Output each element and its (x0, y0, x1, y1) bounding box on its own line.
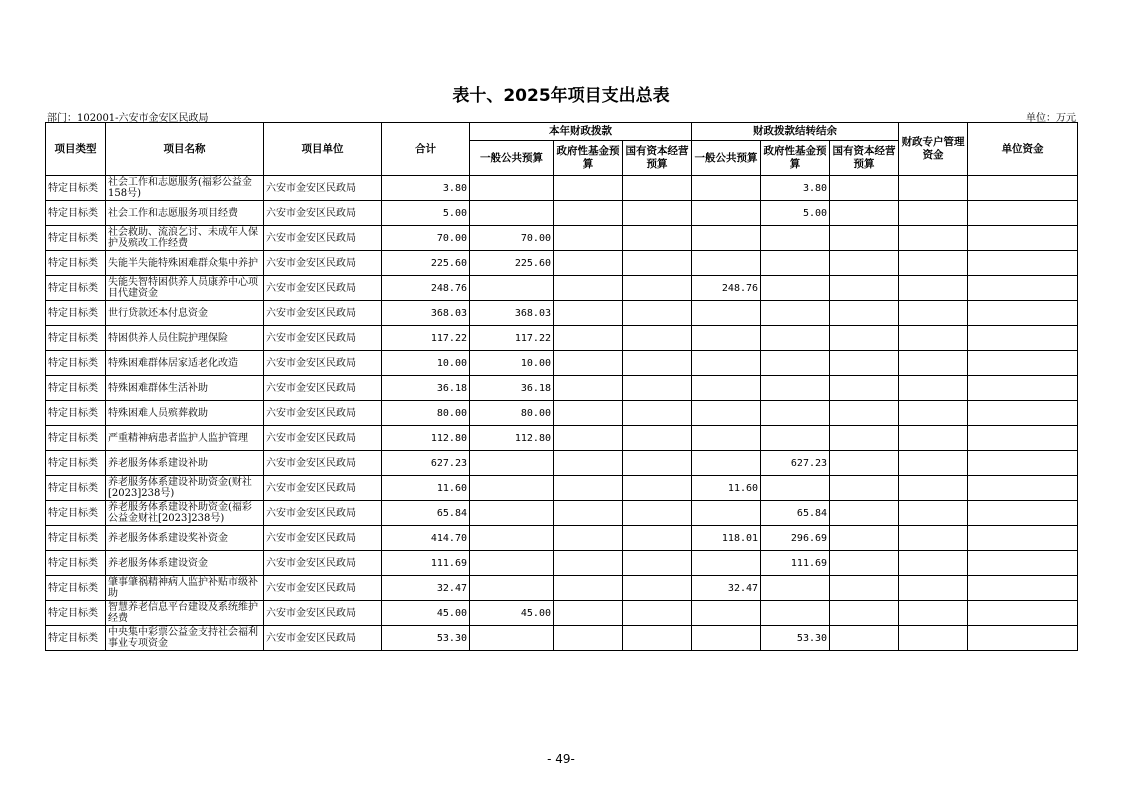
cell-current-general: 117.22 (470, 326, 554, 351)
cell-unit-funds (968, 351, 1078, 376)
cell-carryover-state-capital (830, 476, 899, 501)
cell-carryover-state-capital (830, 301, 899, 326)
cell-current-gov-fund (554, 176, 623, 201)
department-label: 部门：102001-六安市金安区民政局 (47, 113, 209, 124)
table-row (46, 226, 1078, 251)
cell-unit: 六安市金安区民政局 (264, 501, 382, 526)
header-name: 项目名称 (106, 123, 264, 176)
table-row (46, 601, 1078, 626)
cell-name: 养老服务体系建设补助资金(财社[2023]238号) (106, 476, 264, 501)
cell-carryover-state-capital (830, 501, 899, 526)
cell-unit-funds (968, 401, 1078, 426)
cell-unit-funds (968, 376, 1078, 401)
cell-name: 失能半失能特殊困难群众集中养护 (106, 251, 264, 276)
table-body (46, 176, 1078, 651)
cell-carryover-gov-fund: 53.30 (761, 626, 830, 651)
cell-name: 社会工作和志愿服务(福彩公益金158号) (106, 176, 264, 201)
cell-total: 32.47 (382, 576, 470, 601)
cell-carryover-gov-fund (761, 251, 830, 276)
cell-current-state-capital (623, 451, 692, 476)
table-row (46, 526, 1078, 551)
table-row (46, 501, 1078, 526)
cell-carryover-general (692, 201, 761, 226)
cell-type: 特定目标类 (46, 426, 106, 451)
cell-current-general: 45.00 (470, 601, 554, 626)
cell-total: 627.23 (382, 451, 470, 476)
cell-carryover-general (692, 401, 761, 426)
cell-carryover-general (692, 376, 761, 401)
cell-current-general (470, 576, 554, 601)
cell-carryover-general (692, 426, 761, 451)
cell-current-gov-fund (554, 626, 623, 651)
cell-total: 3.80 (382, 176, 470, 201)
cell-carryover-general (692, 251, 761, 276)
cell-total: 248.76 (382, 276, 470, 301)
cell-carryover-gov-fund: 627.23 (761, 451, 830, 476)
cell-unit-funds (968, 176, 1078, 201)
cell-carryover-general (692, 626, 761, 651)
cell-unit-funds (968, 326, 1078, 351)
cell-type: 特定目标类 (46, 401, 106, 426)
cell-carryover-gov-fund: 296.69 (761, 526, 830, 551)
cell-unit-funds (968, 526, 1078, 551)
table-row (46, 401, 1078, 426)
cell-carryover-state-capital (830, 451, 899, 476)
cell-current-general (470, 626, 554, 651)
cell-current-state-capital (623, 476, 692, 501)
cell-unit-funds (968, 201, 1078, 226)
cell-name: 养老服务体系建设补助资金(福彩公益金财社[2023]238号) (106, 501, 264, 526)
cell-name: 社会工作和志愿服务项目经费 (106, 201, 264, 226)
cell-current-general (470, 501, 554, 526)
cell-unit-funds (968, 251, 1078, 276)
cell-unit-funds (968, 276, 1078, 301)
cell-current-general (470, 451, 554, 476)
cell-total: 368.03 (382, 301, 470, 326)
cell-unit: 六安市金安区民政局 (264, 626, 382, 651)
cell-current-state-capital (623, 251, 692, 276)
cell-current-gov-fund (554, 476, 623, 501)
cell-special (899, 276, 968, 301)
unit-label: 单位：万元 (1026, 113, 1076, 124)
cell-carryover-state-capital (830, 576, 899, 601)
header-current-year: 本年财政拨款 (470, 123, 692, 141)
cell-carryover-general (692, 451, 761, 476)
cell-total: 117.22 (382, 326, 470, 351)
cell-current-state-capital (623, 301, 692, 326)
cell-carryover-state-capital (830, 601, 899, 626)
table-row (46, 376, 1078, 401)
cell-name: 特殊困难人员殡葬救助 (106, 401, 264, 426)
project-expenditure-table (45, 122, 1078, 651)
cell-type: 特定目标类 (46, 301, 106, 326)
cell-carryover-state-capital (830, 526, 899, 551)
cell-total: 10.00 (382, 351, 470, 376)
cell-type: 特定目标类 (46, 526, 106, 551)
cell-type: 特定目标类 (46, 201, 106, 226)
cell-carryover-gov-fund (761, 351, 830, 376)
cell-unit: 六安市金安区民政局 (264, 276, 382, 301)
cell-carryover-state-capital (830, 176, 899, 201)
cell-special (899, 201, 968, 226)
cell-total: 112.80 (382, 426, 470, 451)
cell-special (899, 551, 968, 576)
cell-current-general: 368.03 (470, 301, 554, 326)
cell-total: 11.60 (382, 476, 470, 501)
cell-carryover-general (692, 601, 761, 626)
cell-special (899, 251, 968, 276)
cell-carryover-general (692, 326, 761, 351)
cell-unit: 六安市金安区民政局 (264, 301, 382, 326)
table-row (46, 626, 1078, 651)
cell-current-general: 225.60 (470, 251, 554, 276)
cell-name: 养老服务体系建设奖补资金 (106, 526, 264, 551)
cell-type: 特定目标类 (46, 501, 106, 526)
cell-special (899, 476, 968, 501)
cell-carryover-gov-fund (761, 401, 830, 426)
cell-current-state-capital (623, 326, 692, 351)
cell-carryover-state-capital (830, 326, 899, 351)
cell-special (899, 451, 968, 476)
cell-total: 414.70 (382, 526, 470, 551)
cell-carryover-gov-fund (761, 576, 830, 601)
cell-unit-funds (968, 576, 1078, 601)
cell-unit-funds (968, 476, 1078, 501)
cell-current-general: 36.18 (470, 376, 554, 401)
cell-total: 80.00 (382, 401, 470, 426)
cell-type: 特定目标类 (46, 476, 106, 501)
cell-name: 社会救助、流浪乞讨、未成年人保护及殡改工作经费 (106, 226, 264, 251)
cell-unit-funds (968, 601, 1078, 626)
cell-current-state-capital (623, 401, 692, 426)
cell-carryover-state-capital (830, 551, 899, 576)
cell-current-gov-fund (554, 376, 623, 401)
cell-carryover-gov-fund (761, 376, 830, 401)
cell-current-state-capital (623, 551, 692, 576)
cell-current-gov-fund (554, 576, 623, 601)
cell-carryover-state-capital (830, 376, 899, 401)
cell-carryover-state-capital (830, 401, 899, 426)
cell-name: 特困供养人员住院护理保险 (106, 326, 264, 351)
cell-carryover-gov-fund (761, 476, 830, 501)
cell-unit: 六安市金安区民政局 (264, 451, 382, 476)
cell-current-state-capital (623, 201, 692, 226)
cell-special (899, 301, 968, 326)
cell-total: 5.00 (382, 201, 470, 226)
cell-unit: 六安市金安区民政局 (264, 601, 382, 626)
header-type: 项目类型 (46, 123, 106, 176)
cell-current-state-capital (623, 276, 692, 301)
cell-unit: 六安市金安区民政局 (264, 426, 382, 451)
cell-special (899, 576, 968, 601)
cell-special (899, 501, 968, 526)
header-unit: 项目单位 (264, 123, 382, 176)
cell-current-state-capital (623, 176, 692, 201)
cell-name: 失能失智特困供养人员康养中心项目代建资金 (106, 276, 264, 301)
cell-carryover-general: 32.47 (692, 576, 761, 601)
table-row (46, 351, 1078, 376)
cell-current-gov-fund (554, 251, 623, 276)
page-number: - 49- (547, 752, 575, 766)
cell-current-general: 70.00 (470, 226, 554, 251)
cell-current-gov-fund (554, 276, 623, 301)
cell-type: 特定目标类 (46, 376, 106, 401)
cell-total: 225.60 (382, 251, 470, 276)
cell-carryover-state-capital (830, 226, 899, 251)
cell-carryover-general: 248.76 (692, 276, 761, 301)
cell-total: 65.84 (382, 501, 470, 526)
cell-carryover-gov-fund (761, 226, 830, 251)
cell-type: 特定目标类 (46, 551, 106, 576)
header-current-gov-fund: 政府性基金预算 (554, 141, 623, 176)
cell-carryover-general (692, 301, 761, 326)
cell-name: 养老服务体系建设资金 (106, 551, 264, 576)
cell-unit: 六安市金安区民政局 (264, 376, 382, 401)
cell-current-state-capital (623, 501, 692, 526)
cell-special (899, 401, 968, 426)
cell-special (899, 526, 968, 551)
cell-name: 严重精神病患者监护人监护管理 (106, 426, 264, 451)
report-title: 表十、2025年项目支出总表 (452, 86, 670, 106)
table-row (46, 576, 1078, 601)
cell-carryover-state-capital (830, 276, 899, 301)
cell-special (899, 176, 968, 201)
cell-unit-funds (968, 451, 1078, 476)
cell-unit-funds (968, 551, 1078, 576)
cell-current-state-capital (623, 226, 692, 251)
table-row (46, 176, 1078, 201)
header-carryover-general: 一般公共预算 (692, 141, 761, 176)
cell-current-gov-fund (554, 201, 623, 226)
cell-current-gov-fund (554, 301, 623, 326)
cell-unit-funds (968, 626, 1078, 651)
cell-carryover-general (692, 501, 761, 526)
cell-name: 养老服务体系建设补助 (106, 451, 264, 476)
table-row (46, 551, 1078, 576)
cell-total: 45.00 (382, 601, 470, 626)
cell-current-general (470, 526, 554, 551)
cell-current-general: 112.80 (470, 426, 554, 451)
cell-current-gov-fund (554, 551, 623, 576)
cell-total: 36.18 (382, 376, 470, 401)
cell-unit-funds (968, 501, 1078, 526)
cell-unit-funds (968, 226, 1078, 251)
cell-current-gov-fund (554, 351, 623, 376)
cell-name: 肇事肇祸精神病人监护补贴市级补助 (106, 576, 264, 601)
cell-current-general (470, 176, 554, 201)
table-row (46, 326, 1078, 351)
cell-unit-funds (968, 301, 1078, 326)
cell-current-state-capital (623, 376, 692, 401)
table-row (46, 276, 1078, 301)
cell-special (899, 626, 968, 651)
cell-current-gov-fund (554, 226, 623, 251)
cell-carryover-gov-fund: 65.84 (761, 501, 830, 526)
table-row (46, 251, 1078, 276)
cell-carryover-general (692, 551, 761, 576)
cell-type: 特定目标类 (46, 351, 106, 376)
cell-carryover-state-capital (830, 251, 899, 276)
cell-unit: 六安市金安区民政局 (264, 351, 382, 376)
cell-type: 特定目标类 (46, 626, 106, 651)
cell-current-general: 10.00 (470, 351, 554, 376)
cell-type: 特定目标类 (46, 226, 106, 251)
cell-unit: 六安市金安区民政局 (264, 226, 382, 251)
header-unit-funds: 单位资金 (968, 123, 1078, 176)
cell-name: 世行贷款还本付息资金 (106, 301, 264, 326)
header-carryover-state-capital: 国有资本经营预算 (830, 141, 899, 176)
cell-type: 特定目标类 (46, 601, 106, 626)
cell-unit: 六安市金安区民政局 (264, 176, 382, 201)
cell-current-gov-fund (554, 601, 623, 626)
cell-unit: 六安市金安区民政局 (264, 401, 382, 426)
header-current-general: 一般公共预算 (470, 141, 554, 176)
cell-type: 特定目标类 (46, 251, 106, 276)
table-row (46, 451, 1078, 476)
cell-current-state-capital (623, 576, 692, 601)
cell-current-gov-fund (554, 401, 623, 426)
cell-special (899, 376, 968, 401)
cell-current-general (470, 276, 554, 301)
cell-carryover-general (692, 176, 761, 201)
cell-current-state-capital (623, 351, 692, 376)
cell-unit: 六安市金安区民政局 (264, 576, 382, 601)
cell-current-gov-fund (554, 501, 623, 526)
cell-current-gov-fund (554, 451, 623, 476)
cell-unit-funds (968, 426, 1078, 451)
cell-carryover-gov-fund (761, 601, 830, 626)
cell-special (899, 351, 968, 376)
header-total: 合计 (382, 123, 470, 176)
table-row (46, 301, 1078, 326)
cell-carryover-state-capital (830, 351, 899, 376)
cell-current-gov-fund (554, 326, 623, 351)
cell-carryover-state-capital (830, 426, 899, 451)
cell-current-gov-fund (554, 426, 623, 451)
header-carryover-gov-fund: 政府性基金预算 (761, 141, 830, 176)
cell-special (899, 426, 968, 451)
cell-carryover-gov-fund (761, 301, 830, 326)
cell-special (899, 326, 968, 351)
cell-current-state-capital (623, 526, 692, 551)
cell-total: 70.00 (382, 226, 470, 251)
cell-current-gov-fund (554, 526, 623, 551)
cell-unit: 六安市金安区民政局 (264, 476, 382, 501)
cell-current-general (470, 201, 554, 226)
cell-total: 111.69 (382, 551, 470, 576)
cell-unit: 六安市金安区民政局 (264, 251, 382, 276)
cell-carryover-gov-fund (761, 276, 830, 301)
cell-name: 中央集中彩票公益金支持社会福利事业专项资金 (106, 626, 264, 651)
cell-carryover-state-capital (830, 626, 899, 651)
table-row (46, 426, 1078, 451)
cell-carryover-general (692, 351, 761, 376)
cell-carryover-gov-fund: 5.00 (761, 201, 830, 226)
cell-carryover-general (692, 226, 761, 251)
cell-current-state-capital (623, 626, 692, 651)
cell-carryover-gov-fund: 111.69 (761, 551, 830, 576)
cell-carryover-gov-fund: 3.80 (761, 176, 830, 201)
cell-carryover-general: 118.01 (692, 526, 761, 551)
cell-type: 特定目标类 (46, 276, 106, 301)
header-carryover: 财政拨款结转结余 (692, 123, 899, 141)
table-row (46, 476, 1078, 501)
cell-carryover-gov-fund (761, 326, 830, 351)
cell-name: 智慧养老信息平台建设及系统维护经费 (106, 601, 264, 626)
cell-unit: 六安市金安区民政局 (264, 551, 382, 576)
table-row (46, 201, 1078, 226)
cell-current-state-capital (623, 426, 692, 451)
cell-type: 特定目标类 (46, 451, 106, 476)
cell-carryover-gov-fund (761, 426, 830, 451)
cell-current-general (470, 551, 554, 576)
cell-type: 特定目标类 (46, 326, 106, 351)
header-special: 财政专户管理资金 (899, 123, 968, 176)
cell-unit: 六安市金安区民政局 (264, 526, 382, 551)
cell-name: 特殊困难群体居家适老化改造 (106, 351, 264, 376)
header-current-state-capital: 国有资本经营预算 (623, 141, 692, 176)
cell-unit: 六安市金安区民政局 (264, 201, 382, 226)
cell-current-general (470, 476, 554, 501)
cell-name: 特殊困难群体生活补助 (106, 376, 264, 401)
cell-special (899, 601, 968, 626)
cell-carryover-state-capital (830, 201, 899, 226)
cell-carryover-general: 11.60 (692, 476, 761, 501)
cell-type: 特定目标类 (46, 576, 106, 601)
cell-total: 53.30 (382, 626, 470, 651)
cell-current-state-capital (623, 601, 692, 626)
cell-unit: 六安市金安区民政局 (264, 326, 382, 351)
cell-type: 特定目标类 (46, 176, 106, 201)
cell-current-general: 80.00 (470, 401, 554, 426)
cell-special (899, 226, 968, 251)
